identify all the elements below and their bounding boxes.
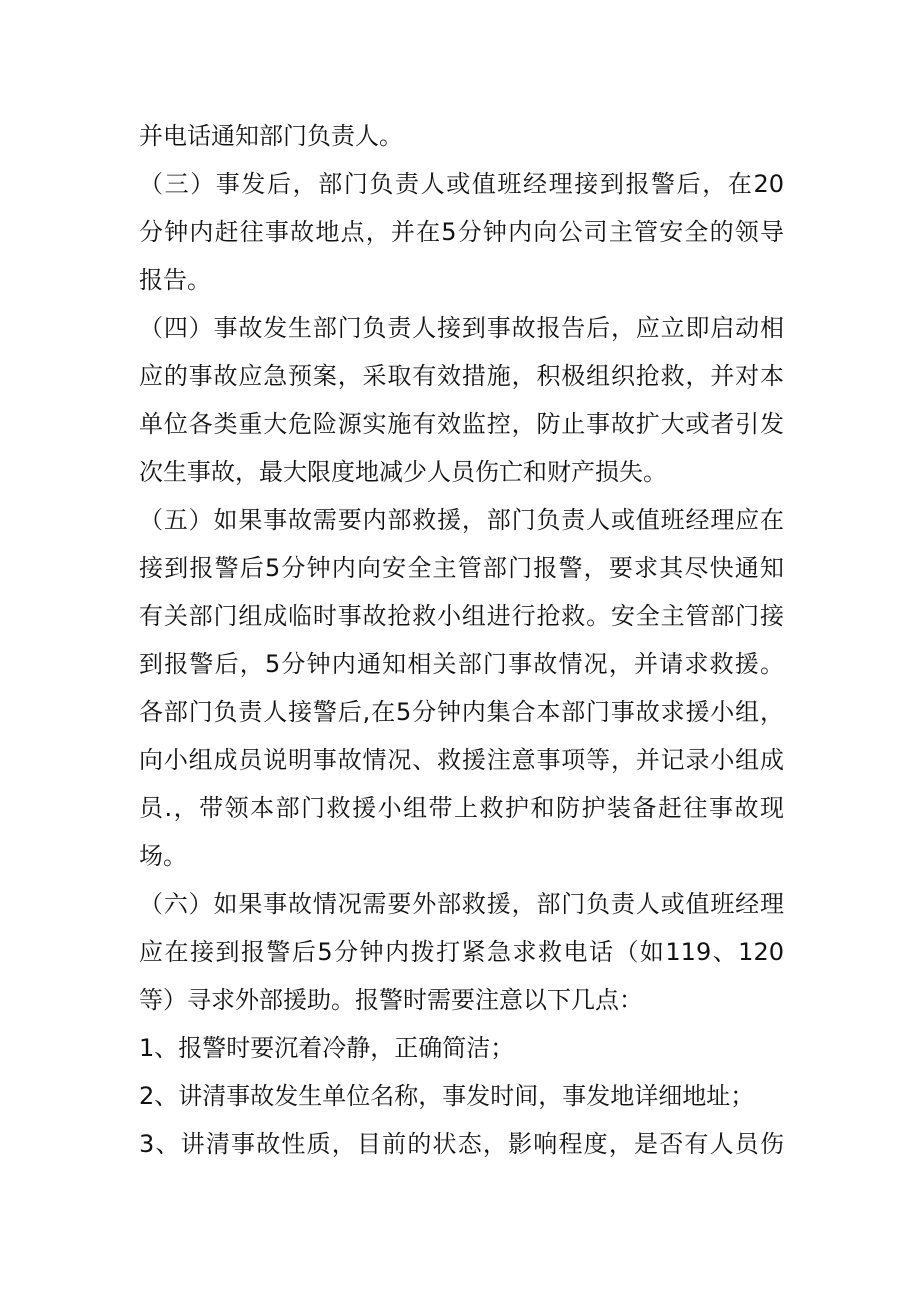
- text-line: （六）如果事故情况需要外部救援，部门负责人或值班经理: [139, 890, 784, 918]
- text-line: 报告。: [139, 266, 211, 294]
- text-line: （四）事故发生部门负责人接到事故报告后，应立即启动相: [139, 314, 784, 342]
- text-line: 场。: [139, 842, 187, 870]
- text-line: 单位各类重大危险源实施有效监控，防止事故扩大或者引发: [139, 410, 784, 438]
- text-line: （五）如果事故需要内部救援，部门负责人或值班经理应在: [139, 506, 784, 534]
- text-line: 2、讲清事故发生单位名称，事发时间，事发地详细地址；: [139, 1082, 755, 1110]
- text-line: （三）事发后，部门负责人或值班经理接到报警后，在20: [139, 170, 784, 198]
- text-line: 应在接到报警后5分钟内拨打紧急求救电话（如119、120: [139, 938, 784, 966]
- text-line: 次生事故，最大限度地减少人员伤亡和财产损失。: [139, 458, 667, 486]
- text-line: 员.，带领本部门救援小组带上救护和防护装备赶往事故现: [139, 794, 784, 822]
- text-line: 有关部门组成临时事故抢救小组进行抢救。安全主管部门接: [139, 602, 784, 630]
- text-line: 并电话通知部门负责人。: [139, 122, 403, 150]
- document-body: [139, 112, 784, 1168]
- text-line: 等）寻求外部援助。报警时需要注意以下几点：: [139, 986, 643, 1014]
- text-line: 3、讲清事故性质，目前的状态，影响程度，是否有人员伤: [139, 1130, 784, 1158]
- text-line: 接到报警后5分钟内向安全主管部门报警，要求其尽快通知: [139, 554, 784, 582]
- text-line: 向小组成员说明事故情况、救援注意事项等，并记录小组成: [139, 746, 784, 774]
- text-line: 应的事故应急预案，采取有效措施，积极组织抢救，并对本: [139, 362, 784, 390]
- text-line: 分钟内赶往事故地点，并在5分钟内向公司主管安全的领导: [139, 218, 784, 246]
- text-line: 各部门负责人接警后,在5分钟内集合本部门事故求援小组，: [139, 698, 784, 726]
- text-line: 1、报警时要沉着冷静，正确简洁；: [139, 1034, 515, 1062]
- text-line: 到报警后，5分钟内通知相关部门事故情况，并请求救援。: [139, 650, 784, 678]
